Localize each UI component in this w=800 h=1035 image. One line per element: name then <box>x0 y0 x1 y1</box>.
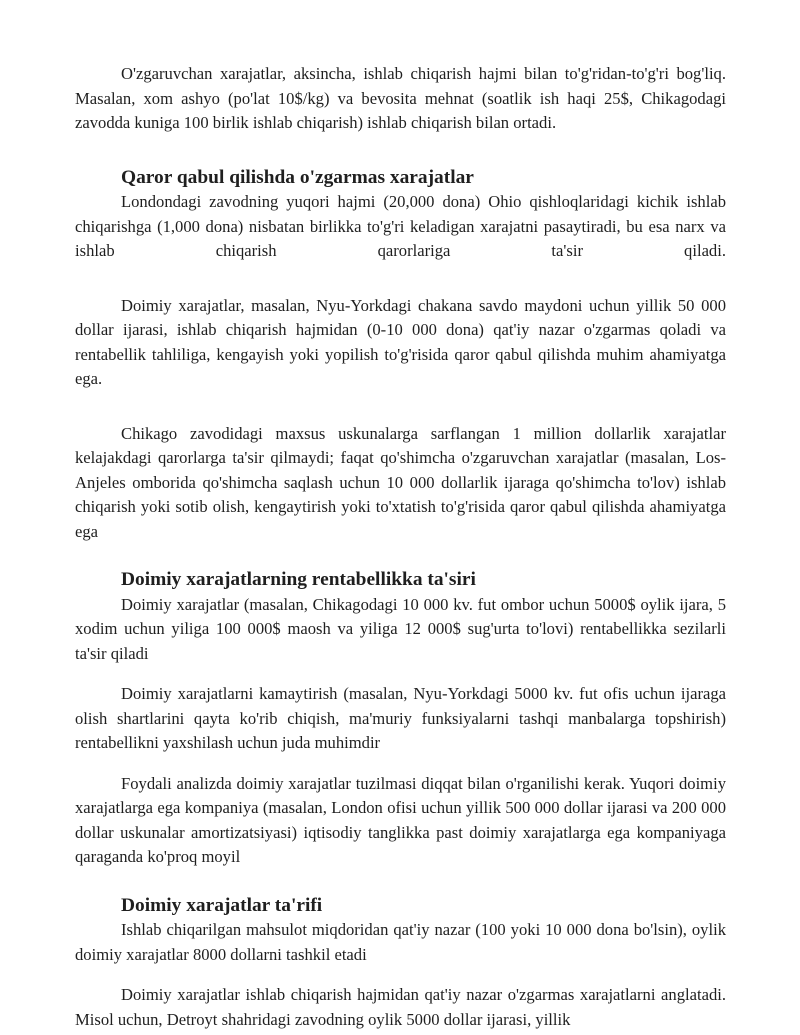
heading-profitability-impact: Doimiy xarajatlarning rentabellikka ta'siri <box>121 569 476 590</box>
spacer <box>75 666 726 682</box>
spacer <box>75 264 726 294</box>
paragraph-chicago-warehouse: Doimiy xarajatlar (masalan, Chikagodagi 10 000 kv. fut ombor uchun 5000$ oylik ijara, 5 xodim uchun yiliga 100 000$ maosh va yiliga 12 000$ sug'urta to'lovi) rentabellikka sezilarli ta'sir qiladi <box>75 594 726 663</box>
paragraph-reducing-fixed-costs: Doimiy xarajatlarni kamaytirish (masalan, Nyu-Yorkdagi 5000 kv. fut ofis uchun ijaraga olish shartlarini qayta ko'rib chiqish, ma'muriy funksiyalarni tashqi manbalarga topshirish) rentabellikni yaxshilash uchun juda muhimdir <box>75 684 726 752</box>
spacer <box>75 544 726 568</box>
spacer <box>75 870 726 894</box>
paragraph-detroit-factory: Doimiy xarajatlar ishlab chiqarish hajmidan qat'iy nazar o'zgarmas xarajatlarni anglatadi. Misol uchun, Detroyt shahridagi zavodning oylik 5000 dollar ijarasi, yillik <box>75 985 726 1029</box>
spacer <box>75 136 726 166</box>
paragraph-chicago-equipment: Chikago zavodidagi maxsus uskunalarga sarflangan 1 million dollarlik xarajatlar kelajakdagi qarorlarga ta'sir qilmaydi; faqat qo'shimcha o'zgaruvchan xarajatlar (masalan, Los-Anjeles omborida qo'shimcha saqlash uchun 10 000 dollarlik ijaraga qo'shimcha to'lov) ishlab chiqarish yoki sotib olish, kengaytirish yoki to'xtatish to'g'risida qaror qabul qilishda ahamiyatga ega <box>75 423 726 541</box>
paragraph-london-factory: Londondagi zavodning yuqori hajmi (20,000 dona) Ohio qishloqlaridagi kichik ishlab chiqarishga (1,000 dona) nisbatan birlikka to'g'ri keladigan xarajatni pasaytiradi, bu esa narx va ishlab chiqarish qarorlariga ta'sir qiladi. <box>75 192 726 260</box>
heading-fixed-costs-definition: Doimiy xarajatlar ta'rifi <box>121 894 323 916</box>
heading-fixed-costs-decisions: Qaror qabul qilishda o'zgarmas xarajatlar <box>121 166 474 188</box>
paragraph-monthly-fixed-costs: Ishlab chiqarilgan mahsulot miqdoridan qat'iy nazar (100 yoki 10 000 dona bo'lsin), oylik doimiy xarajatlar 8000 dollarni tashkil etadi <box>75 920 726 964</box>
spacer <box>75 392 726 422</box>
spacer <box>75 756 726 772</box>
spacer <box>75 967 726 983</box>
paragraph-profit-analysis: Foydali analizda doimiy xarajatlar tuzilmasi diqqat bilan o'rganilishi kerak. Yuqori doimiy xarajatlarga ega kompaniya (masalan, London ofisi uchun yillik 500 000 dollar ijarasi va 200 000 dollar uskunalar amortizatsiyasi) iqtisodiy tanglikka past doimiy xarajatlarga ega kompaniyaga qaraganda ko'proq moyil <box>75 773 726 866</box>
paragraph-new-york-rent: Doimiy xarajatlar, masalan, Nyu-Yorkdagi chakana savdo maydoni uchun yillik 50 000 dollar ijarasi, ishlab chiqarish hajmidan (0-10 000 dona) qat'iy nazar o'zgarmas qoladi va rentabellik tahliliga, kengayish yoki yopilish to'g'risida qaror qabul qilishda muhim ahamiyatga ega. <box>75 295 726 388</box>
paragraph-variable-costs: O'zgaruvchan xarajatlar, aksincha, ishlab chiqarish hajmi bilan to'g'ridan-to'g'ri bog'liq. Masalan, xom ashyo (po'lat 10$/kg) va bevosita mehnat (soatlik ish haqi 25$, Chikagodagi zavodda kuniga 100 birlik ishlab chiqarish) ishlab chiqarish bilan ortadi. <box>75 64 726 132</box>
